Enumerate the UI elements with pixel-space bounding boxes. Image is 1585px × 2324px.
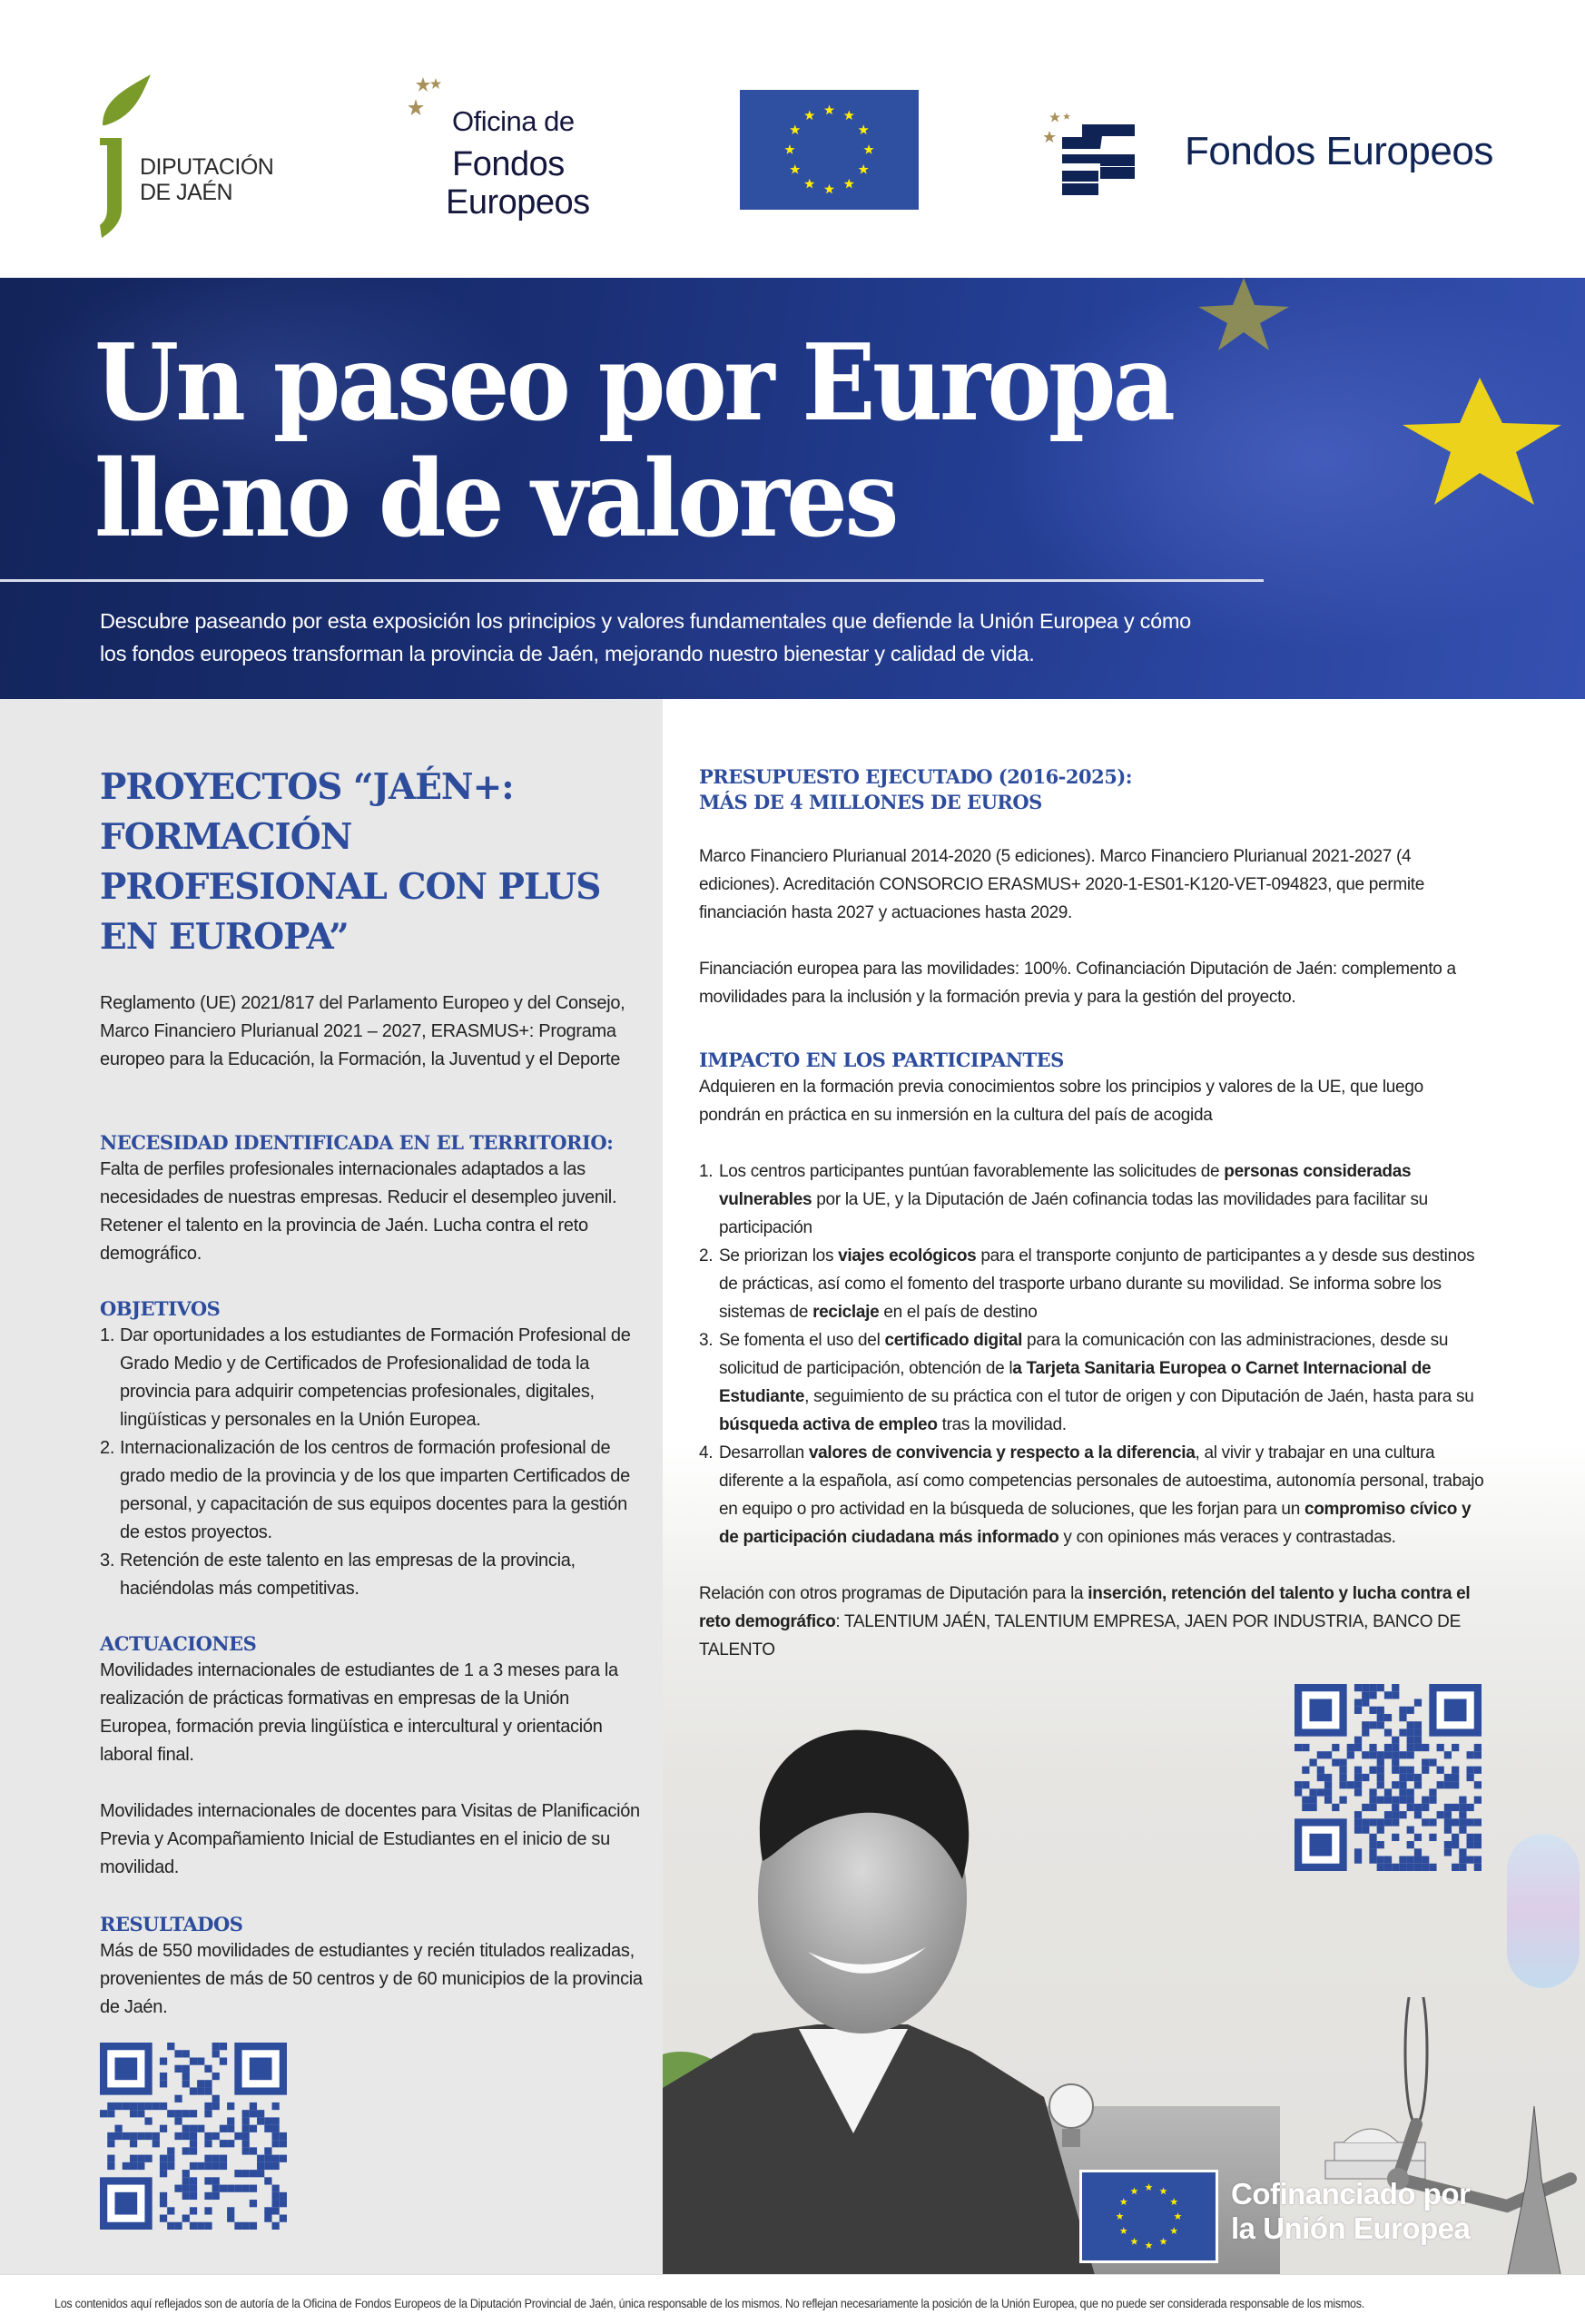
eu-star-icon xyxy=(1170,2198,1177,2205)
item-text: Internacionalización de los centros de formación profesional de grado medio de la provincia y de los que imparten Certificados de personal, y capacitación de sus equipos docentes para la gestión de estos proyectos. xyxy=(120,1438,630,1542)
emphasis-text: reciclaje xyxy=(812,1303,880,1322)
regulation-text: Reglamento (UE) 2021/817 del Parlamento Europeo y del Consejo, Marco Financiero Plurianual 2021 – 2027, ERASMUS+: Programa europeo para la Educación, la Formación, la Juventud y el Deporte xyxy=(100,993,625,1069)
divider xyxy=(0,579,1264,582)
presupuesto-p2: Financiación europea para las movilidades: 100%. Cofinanciación Diputación de Jaén: complemento a movilidades para la inclusión y la formación previa y para la gestión del proyecto. xyxy=(699,960,1456,1007)
list-item xyxy=(100,1434,645,1547)
list-item xyxy=(699,1157,1489,1242)
diputacion-line2: DE JAÉN xyxy=(140,180,233,205)
emphasis-text: valores de convivencia y respecto a la diferencia xyxy=(808,1443,1196,1462)
list-item xyxy=(699,1242,1489,1326)
eu-star-icon xyxy=(784,144,794,154)
qr-code-icon[interactable] xyxy=(100,2043,287,2230)
text-run: para la comunicación con las administraciones, desde su solicitud de participación, obtención de l xyxy=(719,1331,1449,1378)
eu-star-icon xyxy=(1130,2187,1137,2194)
footer xyxy=(0,2274,1585,2324)
gold-stars-icon xyxy=(409,74,454,120)
cofinanciado-label xyxy=(1231,2177,1470,2246)
eu-star-icon xyxy=(804,110,814,120)
disclaimer-text: Los contenidos aquí reflejados son de autoría de la Oficina de Fondos Europeos de la Diputación Provincial de Jaén, única responsable de los mismos. No reflejan necesariamente la posición de la Unión Europea, que no puede ser considerada responsable de los mismos. xyxy=(54,2297,1364,2310)
eu-star-icon xyxy=(1145,2183,1152,2191)
emphasis-text: a Tarjeta Sanitaria Europea o Carnet Internacional de Estudiante xyxy=(719,1359,1432,1406)
item-text xyxy=(719,1162,1428,1237)
item-number: 1. xyxy=(100,1325,115,1345)
eu-flag-star-decoration-icon xyxy=(1153,278,1334,350)
eu-star-icon xyxy=(1170,2227,1177,2234)
item-text xyxy=(719,1443,1483,1547)
item-number: 3. xyxy=(100,1551,115,1571)
list-item xyxy=(100,1322,645,1434)
eu-star-icon xyxy=(859,164,869,174)
text-run: : TALENTIUM JAÉN, TALENTIUM EMPRESA, JAEN POR INDUSTRIA, BANCO DE TALENTO xyxy=(699,1612,1461,1659)
list-item xyxy=(100,1547,645,1603)
emphasis-text: búsqueda activa de empleo xyxy=(719,1415,938,1434)
resultados-section xyxy=(100,1912,645,2022)
item-number: 3. xyxy=(699,1331,714,1350)
subtitle-line1: Descubre paseando por esta exposición los principios y valores fundamentales que defiende la Unión Europea y cómo xyxy=(100,609,1191,633)
eu-star-icon xyxy=(1120,2227,1127,2234)
text-run: Se fomenta el uso del xyxy=(719,1331,885,1350)
impacto-heading: IMPACTO EN LOS PARTICIPANTES xyxy=(699,1049,1064,1071)
text-run: para el transporte conjunto de participantes a y desde sus destinos de prácticas, así como el fomento del trasporte urbano durante su movilidad. Se informa sobre los sistemas de xyxy=(719,1246,1475,1322)
item-text xyxy=(719,1246,1474,1322)
necesidad-text: Falta de perfiles profesionales internacionales adaptados a las necesidades de nuestras empresas. Reducir el desempleo juvenil. Retener el talento en la provincia de Jaén. Lucha contra el reto demográfico. xyxy=(100,1159,617,1264)
item-number: 1. xyxy=(699,1162,714,1181)
emphasis-text: inserción, retención del talento y lucha contra el reto demográfico xyxy=(699,1584,1471,1631)
eu-star-icon xyxy=(804,179,814,189)
eu-star-icon xyxy=(844,110,854,120)
eu-star-icon xyxy=(1145,2241,1152,2249)
presupuesto-section xyxy=(699,764,1489,1011)
impacto-intro: Adquieren en la formación previa conocimientos sobre los principios y valores de la UE, que luego pondrán en práctica en su inmersión en la cultura del país de acogida xyxy=(699,1078,1423,1125)
eu-star-icon xyxy=(859,124,869,134)
resultados-heading: RESULTADOS xyxy=(100,1913,243,1935)
item-number: 2. xyxy=(100,1438,115,1458)
actuaciones-section xyxy=(100,1631,645,1882)
fondos-europeos-label: Fondos Europeos xyxy=(1185,129,1493,173)
eu-star-icon xyxy=(1130,2238,1137,2245)
actuaciones-heading: ACTUACIONES xyxy=(100,1632,257,1655)
item-number: 2. xyxy=(699,1246,714,1265)
necesidad-heading: NECESIDAD IDENTIFICADA EN EL TERRITORIO: xyxy=(100,1131,614,1154)
item-text: Dar oportunidades a los estudiantes de Formación Profesional de Grado Medio y de Certificados de Profesionalidad de toda la provincia para adquirir competencias profesionales, digitales, lingüísticas y personales en la Unión Europea. xyxy=(120,1325,631,1430)
qr-code-icon[interactable] xyxy=(1295,1684,1482,1871)
list-item xyxy=(699,1439,1489,1551)
hero-subtitle xyxy=(100,605,1280,670)
list-item xyxy=(699,1326,1489,1439)
fondos-europeos-mark-icon xyxy=(1044,109,1171,200)
eu-star-icon xyxy=(790,164,800,174)
eu-flag-star-decoration-icon xyxy=(1380,369,1585,505)
actuaciones-p1: Movilidades internacionales de estudiantes de 1 a 3 meses para la realización de prácticas formativas en empresas de la Unión Europea, formación previa lingüística e intercultural y orientación laboral final. xyxy=(100,1660,618,1765)
text-run: y con opiniones más veraces y contrastadas. xyxy=(1058,1528,1396,1547)
eu-star-icon xyxy=(1159,2238,1167,2245)
objetivos-list xyxy=(100,1322,645,1603)
item-text: Retención de este talento en las empresas de la provincia, haciéndolas más competitivas. xyxy=(120,1551,576,1599)
emphasis-text: certificado digital xyxy=(884,1331,1023,1350)
resultados-text: Más de 550 movilidades de estudiantes y recién titulados realizadas, provenientes de más de 50 centros y de 60 municipios de la provincia de Jaén. xyxy=(100,1941,643,2017)
fondos-europeos-logo xyxy=(1044,109,1498,200)
objetivos-section xyxy=(100,1296,645,1603)
eu-star-icon xyxy=(790,124,800,134)
actuaciones-p2: Movilidades internacionales de docentes para Visitas de Planificación Previa y Acompañamiento Inicial de Estudiantes en el inicio de su movilidad. xyxy=(100,1801,640,1877)
item-text xyxy=(719,1331,1474,1434)
impacto-section xyxy=(699,1048,1489,1551)
eu-flag-icon xyxy=(740,90,919,210)
cofinanciado-line2: la Unión Europea xyxy=(1231,2211,1471,2245)
eu-star-icon xyxy=(824,105,834,115)
text-run: Desarrollan xyxy=(719,1443,809,1462)
watercolor-cloud-decoration xyxy=(1507,1834,1580,1988)
oficina-line2: Fondos xyxy=(452,145,565,183)
text-run: Los centros participantes puntúan favorablemente las solicitudes de xyxy=(719,1162,1225,1181)
text-run: en el país de destino xyxy=(879,1303,1038,1322)
impacto-list xyxy=(699,1157,1489,1551)
oficina-line1: Oficina de xyxy=(452,105,575,137)
text-run: , al vivir y trabajar en una cultura diferente a la española, así como competencias personales de autoestima, autonomía personal, trabajo en equipo o pro actividad en la búsqueda de soluciones, que les forjan para un xyxy=(719,1443,1484,1519)
text-run: , seguimiento de su práctica con el tutor de origen y con Diputación de Jaén, hasta para su xyxy=(804,1387,1474,1406)
smiling-student-photo xyxy=(663,1707,1098,2274)
eu-star-icon xyxy=(863,144,873,154)
diputacion-jaen-logo xyxy=(98,73,316,241)
eu-star-icon xyxy=(1174,2212,1181,2220)
oficina-fondos-europeos-logo xyxy=(409,74,617,229)
eu-star-icon xyxy=(1116,2212,1123,2220)
eu-star-icon xyxy=(1159,2187,1167,2194)
emphasis-text: compromiso cívico y de participación ciudadana más informado xyxy=(719,1500,1472,1547)
subtitle-line2: los fondos europeos transforman la provincia de Jaén, mejorando nuestro bienestar y calidad de vida. xyxy=(100,642,1035,665)
hero-banner xyxy=(0,278,1585,699)
project-title: PROYECTOS “JAÉN+: FORMACIÓN PROFESIONAL CON PLUS EN EUROPA” xyxy=(100,766,601,958)
objetivos-heading: OBJETIVOS xyxy=(100,1297,221,1320)
title-line2: lleno de valores xyxy=(94,438,896,561)
logo-bar xyxy=(0,0,1585,278)
item-number: 4. xyxy=(699,1443,714,1462)
necesidad-section xyxy=(100,1130,645,1268)
diputacion-line1: DIPUTACIÓN xyxy=(140,154,274,180)
text-run: por la UE, y la Diputación de Jaén cofinancia todas las movilidades para facilitar su participación xyxy=(719,1190,1428,1237)
eu-star-icon xyxy=(1120,2198,1127,2205)
eu-star-icon xyxy=(824,184,834,194)
text-run: tras la movilidad. xyxy=(937,1415,1067,1434)
title-line1: Un paseo por Europa xyxy=(94,321,1173,445)
eu-star-icon xyxy=(844,179,854,189)
text-run: Se priorizan los xyxy=(719,1246,839,1265)
presupuesto-heading-line2: MÁS DE 4 MILLONES DE EUROS xyxy=(699,791,1042,813)
oficina-line3: Europeos xyxy=(446,183,590,222)
emphasis-text: personas consideradas vulnerables xyxy=(719,1162,1412,1209)
cofinanciado-line1: Cofinanciado por xyxy=(1231,2177,1471,2211)
emphasis-text: viajes ecológicos xyxy=(838,1246,977,1265)
presupuesto-heading-line1: PRESUPUESTO EJECUTADO (2016-2025): xyxy=(699,765,1133,788)
presupuesto-p1: Marco Financiero Plurianual 2014-2020 (5 ediciones). Marco Financiero Plurianual 2021-2027 (4 ediciones). Acreditación CONSORCIO ERASMUS+ 2020-1-ES01-K120-VET-094823, que permite financiación hasta 2027 y actuaciones hasta 2029. xyxy=(699,847,1425,922)
eiffel-tower-icon xyxy=(1498,2106,1570,2274)
page-title xyxy=(94,321,1173,561)
text-run: Relación con otros programas de Diputación para la xyxy=(699,1584,1088,1603)
eu-flag-icon xyxy=(1079,2170,1218,2263)
